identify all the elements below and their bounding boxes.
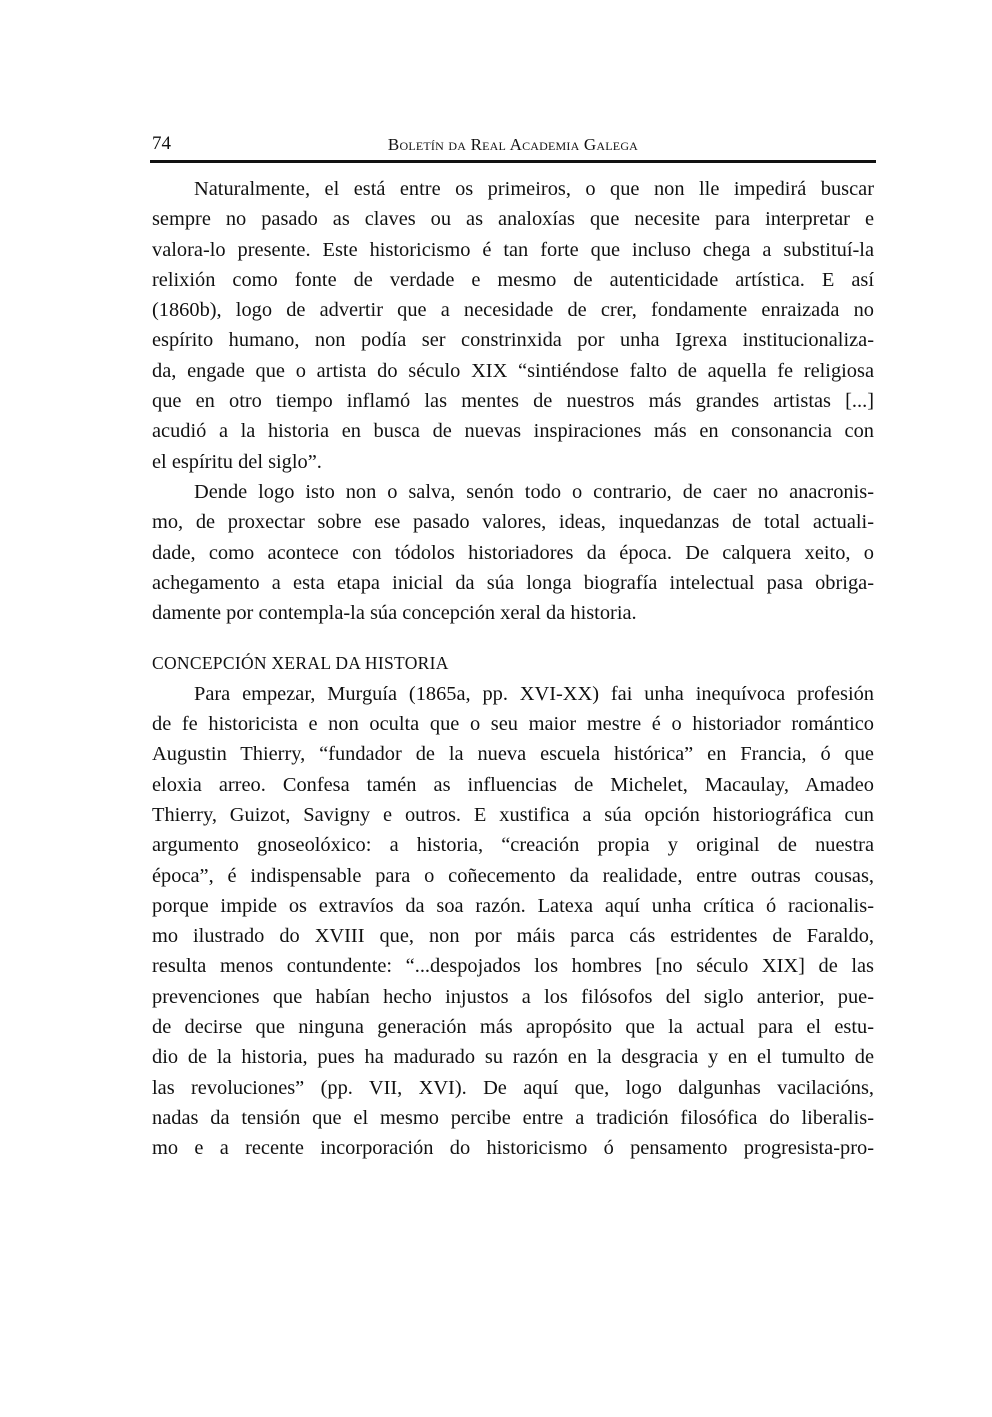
paragraph xyxy=(152,477,874,628)
text-line: Naturalmente, el está entre os primeiros, o que non lle impedirá buscar xyxy=(194,178,874,200)
text-line: mo, de proxectar sobre ese pasado valores, ideas, inquedanzas de total actuali- xyxy=(152,511,874,534)
text-line: sempre no pasado as claves ou as analoxías que necesite para interpretar e xyxy=(152,208,874,231)
paragraph xyxy=(152,174,874,477)
text-line: época”, é indispensable para o coñecemento da realidade, entre outras cousas, xyxy=(152,864,874,887)
text-line: dade, como acontece con tódolos historiadores da época. De calquera xeito, o xyxy=(152,541,874,564)
text-line: nadas da tensión que el mesmo percibe entre a tradición filosófica do liberalis- xyxy=(152,1106,874,1129)
page-body xyxy=(152,174,874,1164)
header-rule xyxy=(150,160,876,163)
text-line: que en otro tiempo inflamó las mentes de nuestros más grandes artistas [...] xyxy=(152,390,874,413)
text-line: porque impide os extravíos da soa razón. Latexa aquí unha crítica ó racionalis- xyxy=(152,894,874,917)
text-line: de decirse que ninguna generación más apropósito que la actual para el estu- xyxy=(152,1016,874,1039)
text-line: mo e a recente incorporación do historicismo ó pensamento progresista-pro- xyxy=(152,1137,874,1160)
text-line: el espíritu del siglo”. xyxy=(152,450,322,473)
text-line: damente por contempla-la súa concepción xeral da historia. xyxy=(152,602,637,625)
text-line: acudió a la historia en busca de nuevas inspiraciones más en consonancia con xyxy=(152,420,874,443)
text-line: Augustin Thierry, “fundador de la nueva escuela histórica” en Francia, ó que xyxy=(152,743,874,766)
text-line: Para empezar, Murguía (1865a, pp. XVI-XX) fai unha inequívoca profesión xyxy=(194,682,874,705)
text-line: argumento gnoseolóxico: a historia, “creación propia y original de nuestra xyxy=(152,834,874,857)
text-line: relixión como fonte de verdade e mesmo de autenticidade artística. E así xyxy=(152,268,874,291)
text-line: achegamento a esta etapa inicial da súa longa biografía intelectual pasa obriga- xyxy=(152,571,874,594)
section-heading: CONCEPCIÓN XERAL DA HISTORIA xyxy=(152,653,449,674)
running-title: Boletín da Real Academia Galega xyxy=(387,135,639,154)
text-line: Dende logo isto non o salva, senón todo o contrario, de caer no anacronis- xyxy=(194,480,874,503)
text-line: (1860b), logo de advertir que a necesidade de crer, fondamente enraizada no xyxy=(152,299,874,322)
text-line: da, engade que o artista do século XIX “sintiéndose falto de aquella fe religiosa xyxy=(152,359,874,382)
text-line: eloxia arreo. Confesa tamén as influencias de Michelet, Macaulay, Amadeo xyxy=(152,773,874,796)
text-line: valora-lo presente. Este historicismo é tan forte que incluso chega a substituí-la xyxy=(152,238,874,261)
text-line: mo ilustrado do XVIII que, non por máis parca cás estridentes de Faraldo, xyxy=(152,925,874,948)
text-line: espírito humano, non podía ser constrinxida por unha Igrexa institucionaliza- xyxy=(152,329,874,352)
page-number: 74 xyxy=(152,133,171,154)
text-line: Thierry, Guizot, Savigny e outros. E xustifica a súa opción historiográfica cun xyxy=(152,803,874,826)
text-line: las revoluciones” (pp. VII, XVI). De aquí que, logo dalgunhas vacilacións, xyxy=(152,1076,874,1099)
text-line: resulta menos contundente: “...despojados los hombres [no século XIX] de las xyxy=(152,955,874,978)
text-line: de fe historicista e non oculta que o seu maior mestre é o historiador romántico xyxy=(152,713,874,736)
text-line: prevenciones que habían hecho injustos a los filósofos del siglo anterior, pue- xyxy=(152,985,874,1008)
page-header xyxy=(150,133,876,161)
text-line: dio de la historia, pues ha madurado su razón en la desgracia y en el tumulto de xyxy=(152,1046,874,1069)
paragraph xyxy=(152,679,874,1164)
